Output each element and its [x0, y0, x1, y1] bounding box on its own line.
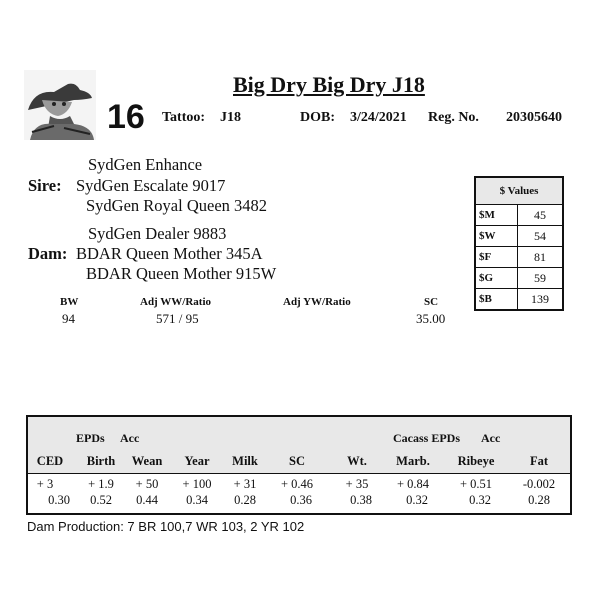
dollar-label: $G — [475, 268, 518, 289]
dollar-value: 81 — [518, 247, 564, 268]
epd-col-header: Marb. — [396, 454, 430, 468]
lot-number: 16 — [107, 98, 145, 136]
epd-value: + 3 — [36, 477, 54, 491]
epds-group-label: EPDs — [76, 431, 105, 445]
carcass-epds-label: Cacass EPDs — [393, 431, 461, 445]
epd-col-header: Wt. — [347, 454, 367, 468]
sire-sire: SydGen Enhance — [88, 155, 203, 174]
epd-accuracy: 0.34 — [186, 493, 208, 507]
epd-col-header: Ribeye — [457, 454, 495, 468]
epd-value: + 0.84 — [396, 477, 430, 491]
epd-value: + 0.51 — [459, 477, 493, 491]
dam-name: BDAR Queen Mother 345A — [76, 244, 263, 263]
epd-col-header: Milk — [232, 454, 258, 468]
bw-value: 94 — [62, 311, 75, 326]
dollar-label: $M — [475, 205, 518, 226]
epd-value: + 35 — [345, 477, 369, 491]
sire-dam: SydGen Royal Queen 3482 — [86, 196, 268, 215]
sire-name: SydGen Escalate 9017 — [76, 176, 226, 195]
tattoo-label: Tattoo: — [162, 110, 206, 125]
tattoo-value: J18 — [220, 110, 241, 125]
ww-value: 571 / 95 — [156, 311, 199, 326]
dollar-row — [475, 247, 563, 268]
dollar-value: 59 — [518, 268, 564, 289]
epd-accuracy: 0.52 — [90, 493, 112, 507]
epd-col-header: Year — [184, 454, 210, 468]
sc-value: 35.00 — [416, 311, 446, 326]
dollar-label: $B — [475, 289, 518, 311]
dollar-row — [475, 268, 563, 289]
epd-value: + 100 — [182, 477, 212, 491]
dam-label: Dam: — [28, 244, 68, 263]
epd-col-header: Fat — [529, 454, 549, 468]
epd-accuracy: 0.32 — [469, 493, 491, 507]
epd-accuracy: 0.28 — [234, 493, 256, 507]
epd-col-header: Wean — [131, 454, 163, 468]
dollar-row — [475, 205, 563, 226]
epd-value: -0.002 — [522, 477, 556, 491]
carcass-acc-label: Acc — [481, 431, 501, 445]
epds-acc-label: Acc — [120, 431, 140, 445]
epd-value: + 0.46 — [280, 477, 314, 491]
yw-label: Adj YW/Ratio — [283, 296, 351, 308]
reg-label: Reg. No. — [428, 110, 479, 125]
bw-label: BW — [60, 296, 79, 308]
epd-col-header: SC — [289, 454, 305, 468]
dollar-value: 139 — [518, 289, 564, 311]
epd-accuracy: 0.44 — [136, 493, 158, 507]
dollar-label: $F — [475, 247, 518, 268]
dob-label: DOB: — [300, 110, 335, 125]
dam-production: Dam Production: 7 BR 100,7 WR 103, 2 YR 102 — [27, 519, 305, 534]
epd-accuracy: 0.36 — [290, 493, 312, 507]
epd-value: + 31 — [233, 477, 257, 491]
epd-accuracy: 0.32 — [406, 493, 428, 507]
dam-dam: BDAR Queen Mother 915W — [86, 264, 277, 283]
dollar-values-table — [474, 176, 564, 311]
dam-sire: SydGen Dealer 9883 — [88, 224, 227, 243]
dob-value: 3/24/2021 — [350, 110, 407, 125]
epd-col-header: Birth — [86, 454, 116, 468]
dollar-row — [475, 289, 563, 311]
dollar-value: 45 — [518, 205, 564, 226]
epd-accuracy: 0.28 — [528, 493, 550, 507]
epd-table — [26, 415, 572, 515]
epd-value: + 1.9 — [88, 477, 114, 491]
dollar-value: 54 — [518, 226, 564, 247]
animal-title: Big Dry Big Dry J18 — [233, 72, 425, 97]
dollar-row — [475, 226, 563, 247]
dollar-values-header: $ Values — [475, 177, 563, 205]
epd-col-header: CED — [36, 454, 64, 468]
epd-header — [28, 417, 570, 474]
reg-value: 20305640 — [506, 110, 562, 125]
epd-value: + 50 — [135, 477, 159, 491]
cowboy-photo — [24, 70, 96, 140]
dollar-label: $W — [475, 226, 518, 247]
epd-accuracy: 0.30 — [48, 493, 70, 507]
sire-label: Sire: — [28, 176, 62, 195]
ww-label: Adj WW/Ratio — [140, 296, 211, 308]
epd-accuracy: 0.38 — [350, 493, 372, 507]
sc-label: SC — [424, 296, 439, 308]
